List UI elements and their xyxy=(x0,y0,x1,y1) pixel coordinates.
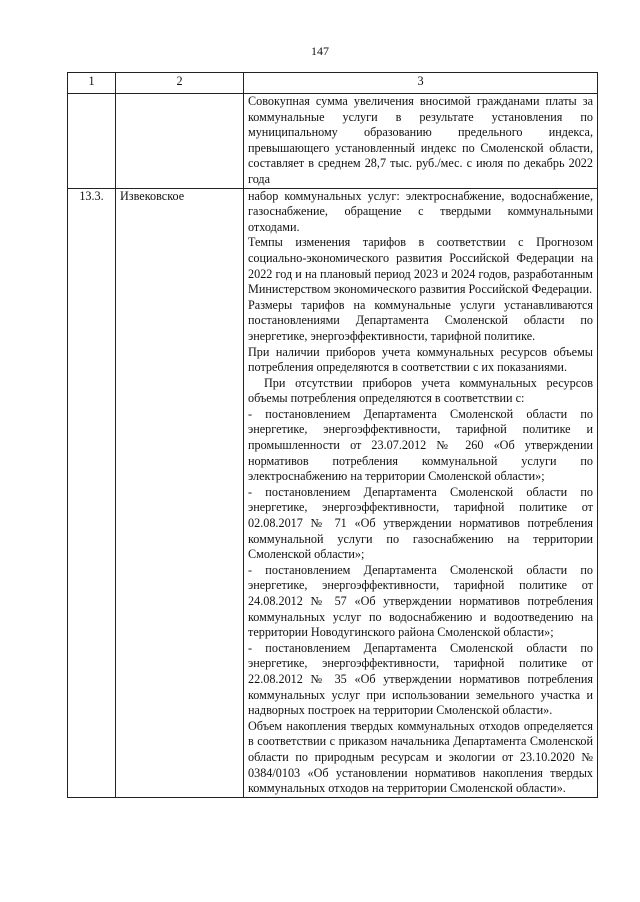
paragraph: Темпы изменения тарифов в соответствии с Прогнозом социально-экономического развития Российской Федерации на 2022 год и на плановый период 2023 и 2024 годов, разработанным Министерством экономического развития Российской Федерации. xyxy=(248,235,593,297)
paragraph: Совокупная сумма увеличения вносимой гражданами платы за коммунальные услуги в результате установления по муниципальному образованию предельного индекса, превышающего установленный индекс по Смоленской области, составляет в среднем 28,7 тыс. руб./мес. с июля по декабрь 2022 года xyxy=(248,94,593,186)
paragraph: Размеры тарифов на коммунальные услуги устанавливаются постановлениями Департамента Смоленской области по энергетике, энергоэффективности, тарифной политике. xyxy=(248,297,593,343)
settlement-name xyxy=(116,94,244,189)
data-table xyxy=(67,72,598,798)
paragraph: набор коммунальных услуг: электроснабжение, водоснабжение, газоснабжение, обращение с твердыми коммунальными отходами. xyxy=(248,188,593,234)
table-header-row xyxy=(68,73,598,94)
header-col-2: 2 xyxy=(116,73,244,94)
page-number: 147 xyxy=(311,44,329,58)
header-col-1: 1 xyxy=(68,73,116,94)
paragraph: При наличии приборов учета коммунальных ресурсов объемы потребления определяются в соответствии с их показаниями. xyxy=(248,344,593,375)
paragraph: Объем накопления твердых коммунальных отходов определяется в соответствии с приказом начальника Департамента Смоленской области по природным ресурсам и экологии от 23.10.2020 № 0384/0103 «Об установлении нормативов накопления твердых коммунальных отходов на территории Смоленской области». xyxy=(248,718,593,796)
paragraph: - постановлением Департамента Смоленской области по энергетике, энергоэффективности, тарифной политике и промышленности от 23.07.2012 № 260 «Об утверждении нормативов потребления коммунальной услуги по электроснабжению на территории Смоленской области»; xyxy=(248,406,593,484)
paragraph: - постановлением Департамента Смоленской области по энергетике, энергоэффективности, тарифной политике от 22.08.2012 № 35 «Об утверждении нормативов потребления коммунальных услуг при использовании земельного участка и надворных построек на территории Смоленской области». xyxy=(248,640,593,718)
paragraph: - постановлением Департамента Смоленской области по энергетике, энергоэффективности, тарифной политике от 24.08.2012 № 57 «Об утверждении нормативов потребления коммунальных услуг по водоснабжению и водоотведению на территории Новодугинского района Смоленской области»; xyxy=(248,562,593,640)
header-col-3: 3 xyxy=(244,73,598,94)
paragraph: При отсутствии приборов учета коммунальных ресурсов объемы потребления определяются в соответствии с: xyxy=(248,375,593,406)
table-row xyxy=(68,94,598,189)
table-row xyxy=(68,188,598,797)
settlement-name: Извековское xyxy=(116,188,244,797)
row-number xyxy=(68,94,116,189)
row-description xyxy=(244,94,598,189)
row-number: 13.3. xyxy=(68,188,116,797)
row-description xyxy=(244,188,598,797)
paragraph: - постановлением Департамента Смоленской области по энергетике, энергоэффективности, тарифной политике от 02.08.2017 № 71 «Об утверждении нормативов потребления коммунальной услуги по газоснабжению на территории Смоленской области»; xyxy=(248,484,593,562)
